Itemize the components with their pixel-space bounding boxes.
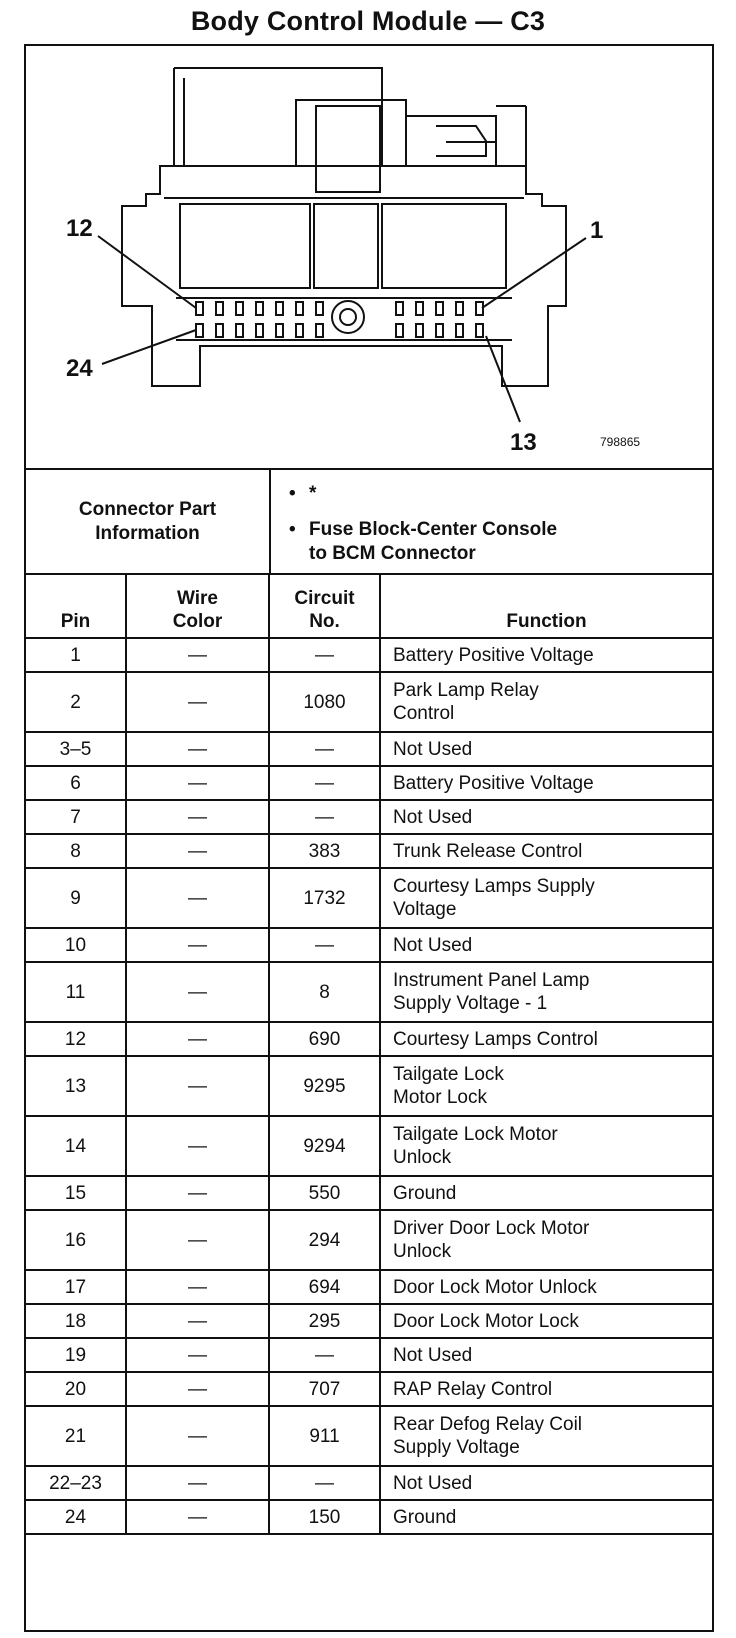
table-row [26, 1466, 712, 1500]
wire-color-cell: — [126, 1372, 269, 1406]
connector-part-label-line1: Connector Part [78, 498, 217, 520]
header-circuit-line1: Circuit [294, 588, 355, 609]
pin-table [26, 575, 712, 1535]
table-row [26, 1500, 712, 1534]
circuit-cell: — [269, 1338, 380, 1372]
pin-cell: 12 [26, 1022, 126, 1056]
connector-part-details [271, 470, 712, 573]
pin-cell: 22–23 [26, 1466, 126, 1500]
wire-color-cell: — [126, 928, 269, 962]
wire-color-cell: — [126, 766, 269, 800]
function-cell [380, 1500, 712, 1534]
function-cell [380, 1056, 712, 1116]
circuit-cell: 550 [269, 1176, 380, 1210]
pin-cell: 21 [26, 1406, 126, 1466]
table-row [26, 1406, 712, 1466]
function-line: Not Used [393, 1344, 473, 1366]
pin-cell: 11 [26, 962, 126, 1022]
pin-cell: 2 [26, 672, 126, 732]
circuit-cell: — [269, 800, 380, 834]
function-cell [380, 732, 712, 766]
pin-table-header [26, 575, 712, 638]
connector-sheet [24, 44, 714, 1632]
function-cell [380, 962, 712, 1022]
circuit-cell: 694 [269, 1270, 380, 1304]
table-row [26, 868, 712, 928]
pin-cell: 20 [26, 1372, 126, 1406]
connector-part-label-line2: Information [95, 522, 200, 544]
table-row [26, 1210, 712, 1270]
header-pin: Pin [26, 575, 126, 638]
latch-block [296, 100, 406, 166]
wire-color-cell: — [126, 732, 269, 766]
wire-color-cell: — [126, 1176, 269, 1210]
circuit-cell: 1732 [269, 868, 380, 928]
bullet-item-1 [289, 482, 317, 506]
callout-pin-1: 1 [590, 217, 604, 244]
pin-cell: 3–5 [26, 732, 126, 766]
function-cell [380, 800, 712, 834]
table-row [26, 1372, 712, 1406]
function-cell [380, 1176, 712, 1210]
function-line: Control [393, 703, 455, 724]
wire-color-cell: — [126, 638, 269, 672]
latch-inner [316, 106, 380, 192]
header-circuit-line2: No. [309, 611, 340, 632]
leader-pin-1 [482, 238, 586, 308]
circuit-cell: 1080 [269, 672, 380, 732]
function-line: Not Used [393, 738, 473, 760]
pin-cell: 6 [26, 766, 126, 800]
function-cell [380, 1466, 712, 1500]
table-row [26, 834, 712, 868]
function-cell [380, 672, 712, 732]
table-row [26, 1056, 712, 1116]
function-line: Ground [393, 1506, 457, 1528]
table-row [26, 1116, 712, 1176]
function-line: Park Lamp Relay [393, 680, 539, 701]
table-row [26, 732, 712, 766]
function-cell [380, 1372, 712, 1406]
connector-drawing [26, 46, 712, 468]
wire-color-cell: — [126, 672, 269, 732]
function-cell [380, 1406, 712, 1466]
function-cell [380, 638, 712, 672]
table-row [26, 928, 712, 962]
header-wire-color-line1: Wire [176, 588, 218, 609]
circuit-cell: — [269, 1466, 380, 1500]
function-line: Unlock [393, 1147, 452, 1168]
wire-color-cell: — [126, 1210, 269, 1270]
table-row [26, 672, 712, 732]
function-cell [380, 928, 712, 962]
function-line: Door Lock Motor Unlock [393, 1276, 597, 1298]
wire-color-cell: — [126, 834, 269, 868]
function-line: Battery Positive Voltage [393, 644, 594, 666]
cavity-center [314, 204, 378, 288]
wire-color-cell: — [126, 1406, 269, 1466]
circuit-cell: 294 [269, 1210, 380, 1270]
wire-color-cell: — [126, 1466, 269, 1500]
function-line: Not Used [393, 934, 473, 956]
function-cell [380, 1022, 712, 1056]
function-cell [380, 1270, 712, 1304]
bullet-text-2-line1: Fuse Block-Center Console [309, 519, 558, 540]
function-cell [380, 834, 712, 868]
bullet-text-1: * [309, 483, 317, 504]
header-wire-color-line2: Color [172, 611, 223, 632]
table-row [26, 800, 712, 834]
wire-color-cell: — [126, 1304, 269, 1338]
function-line: Supply Voltage - 1 [393, 993, 548, 1014]
circuit-cell: 295 [269, 1304, 380, 1338]
cavity-right [382, 204, 506, 288]
function-line: Not Used [393, 1472, 473, 1494]
function-line: Instrument Panel Lamp [393, 970, 590, 991]
pin-cell: 16 [26, 1210, 126, 1270]
circuit-cell: 707 [269, 1372, 380, 1406]
page-title: Body Control Module — C3 [190, 6, 546, 36]
function-line: RAP Relay Control [393, 1378, 553, 1400]
pin-cell: 18 [26, 1304, 126, 1338]
table-row [26, 962, 712, 1022]
wire-color-cell: — [126, 800, 269, 834]
circuit-cell: — [269, 732, 380, 766]
upper-housing-outline [174, 68, 382, 166]
wire-color-cell: — [126, 962, 269, 1022]
pin-cell: 19 [26, 1338, 126, 1372]
bullet-dot-1: • [289, 483, 296, 504]
table-row [26, 1338, 712, 1372]
center-bolt [332, 301, 364, 333]
bullet-text-2-line2: to BCM Connector [309, 543, 476, 564]
callout-pin-12: 12 [66, 215, 93, 242]
circuit-cell: 8 [269, 962, 380, 1022]
table-row [26, 1270, 712, 1304]
header-wire-color [126, 575, 269, 638]
function-line: Not Used [393, 806, 473, 828]
circuit-cell: — [269, 766, 380, 800]
function-line: Supply Voltage [393, 1437, 520, 1458]
pin-cell: 24 [26, 1500, 126, 1534]
table-row [26, 638, 712, 672]
function-line: Unlock [393, 1241, 452, 1262]
wire-color-cell: — [126, 1500, 269, 1534]
callout-pin-24: 24 [66, 355, 93, 382]
table-row [26, 1176, 712, 1210]
function-line: Door Lock Motor Lock [393, 1310, 579, 1332]
bullet-dot-2: • [289, 519, 296, 540]
cavity-left [180, 204, 310, 288]
pin-cell: 14 [26, 1116, 126, 1176]
figure-code: 798865 [600, 435, 641, 449]
pin-cell: 8 [26, 834, 126, 868]
bullet-item-2 [289, 518, 558, 566]
wire-color-cell: — [126, 1116, 269, 1176]
pin-cell: 10 [26, 928, 126, 962]
callout-pin-13: 13 [510, 429, 537, 456]
function-line: Courtesy Lamps Control [393, 1028, 598, 1050]
function-line: Driver Door Lock Motor [393, 1218, 590, 1239]
function-cell [380, 868, 712, 928]
function-line: Trunk Release Control [393, 840, 583, 862]
pin-cell: 13 [26, 1056, 126, 1116]
function-line: Courtesy Lamps Supply [393, 876, 595, 897]
wire-color-cell: — [126, 1022, 269, 1056]
pin-cell: 1 [26, 638, 126, 672]
circuit-cell: 9294 [269, 1116, 380, 1176]
circuit-cell: 150 [269, 1500, 380, 1534]
circuit-cell: 9295 [269, 1056, 380, 1116]
function-line: Rear Defog Relay Coil [393, 1414, 583, 1435]
connector-info [26, 470, 712, 575]
center-bolt-core [340, 309, 356, 325]
function-cell [380, 1338, 712, 1372]
table-row [26, 1304, 712, 1338]
leader-pin-24 [102, 330, 196, 364]
pin-cell: 17 [26, 1270, 126, 1304]
pin-cell: 7 [26, 800, 126, 834]
function-cell [380, 1210, 712, 1270]
function-line: Battery Positive Voltage [393, 772, 594, 794]
connector-diagram [26, 46, 712, 470]
header-circuit-no [269, 575, 380, 638]
connector-part-label [26, 470, 271, 573]
table-row [26, 766, 712, 800]
table-row [26, 1022, 712, 1056]
function-cell [380, 766, 712, 800]
function-cell [380, 1116, 712, 1176]
function-cell [380, 1304, 712, 1338]
wire-color-cell: — [126, 1270, 269, 1304]
circuit-cell: 911 [269, 1406, 380, 1466]
wire-color-cell: — [126, 868, 269, 928]
function-line: Voltage [393, 899, 457, 920]
header-function: Function [380, 575, 712, 638]
function-line: Tailgate Lock [393, 1064, 504, 1085]
circuit-cell: 383 [269, 834, 380, 868]
circuit-cell: 690 [269, 1022, 380, 1056]
pin-table-body [26, 638, 712, 1534]
wire-color-cell: — [126, 1338, 269, 1372]
pin-cell: 15 [26, 1176, 126, 1210]
leader-pin-12 [98, 236, 196, 308]
wire-color-cell: — [126, 1056, 269, 1116]
function-line: Ground [393, 1182, 457, 1204]
pin-cell: 9 [26, 868, 126, 928]
function-line: Motor Lock [393, 1087, 487, 1108]
circuit-cell: — [269, 928, 380, 962]
circuit-cell: — [269, 638, 380, 672]
function-line: Tailgate Lock Motor [393, 1124, 558, 1145]
